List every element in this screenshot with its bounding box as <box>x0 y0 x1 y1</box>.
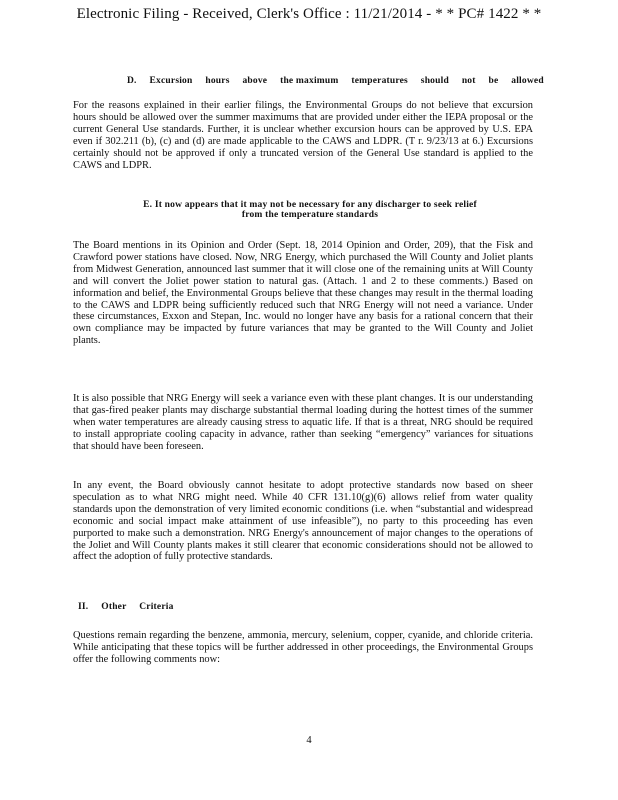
section-e-heading <box>60 200 560 220</box>
section-ii-heading: II. Other Criteria <box>78 602 174 612</box>
section-e-heading-line1: E. It now appears that it may not be necessary for any discharger to seek relief <box>143 200 477 210</box>
page-number: 4 <box>306 735 312 746</box>
section-d-paragraph: For the reasons explained in their earlier filings, the Environmental Groups do not believe that excursion hours should be allowed over the summer maximums that are provided under either the IEPA proposal or the current General Use standards. Further, it is unclear whether excursion hours can be approved by U.S. EPA even if 302.211 (b), (c) and (d) are made applicable to the CAWS and LDPR. (T r. 9/23/13 at 6.) Excursions certainly should not be approved if only a truncated version of the General Use standard is applied to the CAWS and LDPR. <box>73 100 533 171</box>
section-e-paragraph-1: The Board mentions in its Opinion and Order (Sept. 18, 2014 Opinion and Order, 209), that the Fisk and Crawford power stations have closed. Now, NRG Energy, which purchased the Will County and Joliet plants from Midwest Generation, announced last summer that it will close one of the remaining units at Will County and will convert the Joliet power station to natural gas. (Attach. 1 and 2 to these comments.) Based on information and belief, the Environmental Groups believe that these changes may result in the thermal loading to the CAWS and LDPR being sufficiently reduced such that NRG Energy will not need a variance. Under these circumstances, Exxon and Stepan, Inc. would no longer have any basis for a rational concern that their own compliance may be impacted by future variances that may be granted to the Will County and Joliet plants. <box>73 240 533 347</box>
section-ii-paragraph: Questions remain regarding the benzene, ammonia, mercury, selenium, copper, cyanide, and chloride criteria. While anticipating that these topics will be further addressed in other proceedings, the Environmental Groups offer the following comments now: <box>73 630 533 665</box>
section-e-heading-line2: from the temperature standards <box>241 210 379 220</box>
section-e-paragraph-2: It is also possible that NRG Energy will seek a variance even with these plant changes. It is our understanding that gas-fired peaker plants may discharge substantial thermal loading during the hottest times of the summer when water temperatures are already causing stress to aquatic life. If that is a threat, NRG should be required to install appropriate cooling capacity in advance, rather than seeking “emergency” variances for situations that should have been foreseen. <box>73 393 533 452</box>
filing-header: Electronic Filing - Received, Clerk's Office : 11/21/2014 - * * PC# 1422 * * <box>76 6 542 22</box>
section-d-heading: D. Excursion hours above the maximum temperatures should not be allowed <box>127 76 544 86</box>
section-e-paragraph-3: In any event, the Board obviously cannot hesitate to adopt protective standards now based on sheer speculation as to what NRG might need. While 40 CFR 131.10(g)(6) allows relief from water quality standards upon the demonstration of very limited economic conditions (i.e. when “substantial and widespread economic and social impact make attainment of use infeasible”), no party to this proceeding has even purported to make such a demonstration. NRG Energy's announcement of major changes to the operations of the Joliet and Will County plants makes it still clearer that economic considerations should not be allowed to affect the adoption of fully protective standards. <box>73 480 533 563</box>
